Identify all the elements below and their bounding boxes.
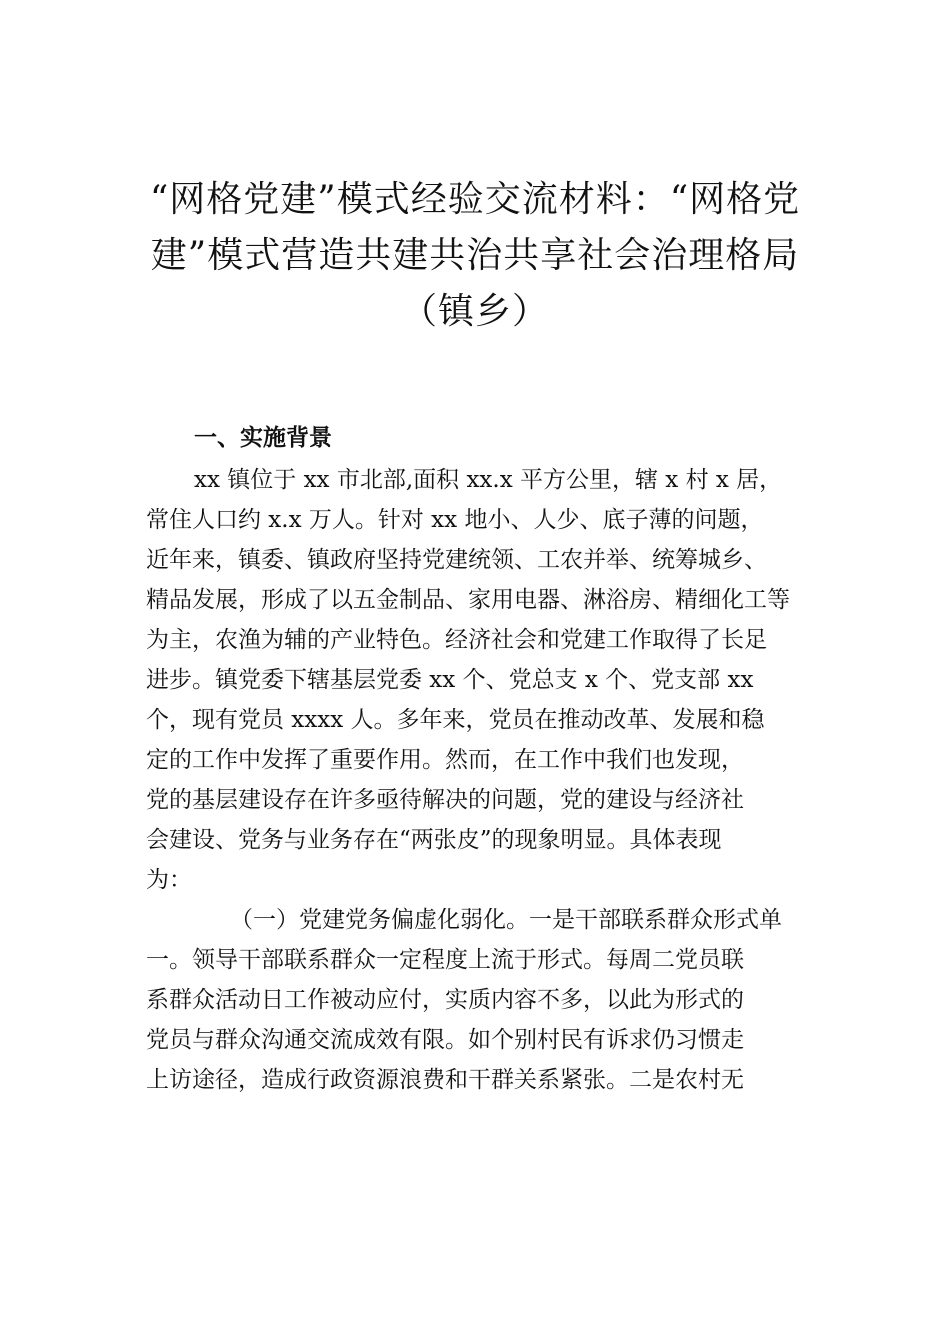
paragraph-line: 常住人口约 x.x 万人。针对 xx 地小、人少、底子薄的问题， (146, 507, 764, 533)
paragraph-line: 上访途径，造成行政资源浪费和干群关系紧张。二是农村无 (146, 1067, 744, 1093)
section-heading: 一、实施背景 (194, 425, 332, 451)
paragraph-line: xx 镇位于 xx 市北部,面积 xx.x 平方公里，辖 x 村 x 居， (194, 467, 783, 493)
paragraph-line: 进步。镇党委下辖基层党委 xx 个、党总支 x 个、党支部 xx (146, 667, 754, 693)
paragraph-line: 为： (146, 867, 192, 893)
title-line-1: “网格党建”模式经验交流材料：“网格党 (149, 179, 801, 220)
paragraph-line: 系群众活动日工作被动应付，实质内容不多，以此为形式的 (146, 987, 744, 1013)
paragraph-background (146, 460, 826, 900)
paragraph-line: 党的基层建设存在许多亟待解决的问题，党的建设与经济社 (146, 787, 744, 813)
paragraph-line: 会建设、党务与业务存在“两张皮”的现象明显。具体表现 (146, 827, 722, 853)
paragraph-line: 个，现有党员 xxxx 人。多年来，党员在推动改革、发展和稳 (146, 707, 765, 733)
title-line-2: 建”模式营造共建共治共享社会治理格局 (150, 235, 800, 276)
paragraph-line: 党员与群众沟通交流成效有限。如个别村民有诉求仍习惯走 (146, 1027, 744, 1053)
paragraph-line: （一）党建党务偏虚化弱化。一是干部联系群众形式单 (230, 907, 782, 933)
paragraph-line: 为主，农渔为辅的产业特色。经济社会和党建工作取得了长足 (146, 627, 767, 653)
paragraph-line: 定的工作中发挥了重要作用。然而，在工作中我们也发现， (146, 747, 744, 773)
document-title (120, 172, 830, 340)
paragraph-line: 一。领导干部联系群众一定程度上流于形式。每周二党员联 (146, 947, 744, 973)
paragraph-line: 精品发展，形成了以五金制品、家用电器、淋浴房、精细化工等 (146, 587, 790, 613)
title-line-3: （镇乡） (400, 291, 549, 332)
paragraph-line: 近年来，镇委、镇政府坚持党建统领、工农并举、统筹城乡、 (146, 547, 767, 573)
paragraph-subsection-1 (146, 900, 826, 1100)
